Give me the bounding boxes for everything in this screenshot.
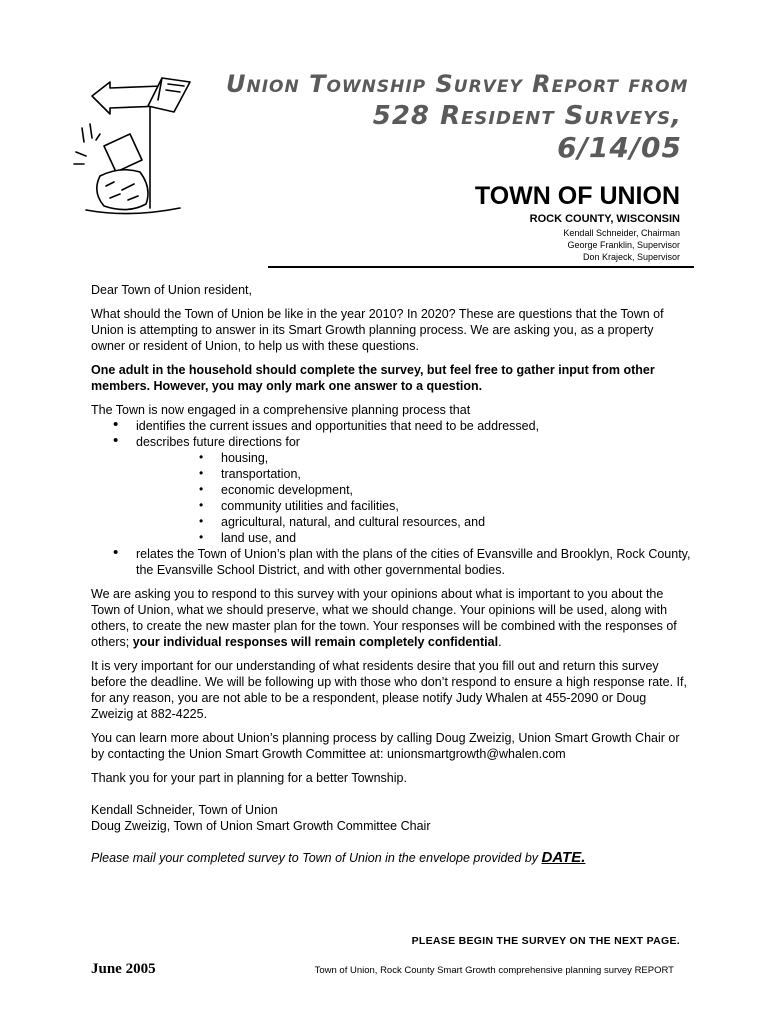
org-county: ROCK COUNTY, WISCONSIN <box>529 213 680 225</box>
footer-report-title: Town of Union, Rock County Smart Growth comprehensive planning survey REPORT <box>314 965 674 976</box>
sub-bullet-item: • land use, and <box>91 530 691 546</box>
report-title-line-2: 528 Resident Surveys, <box>372 101 682 131</box>
begin-survey-note: PLEASE BEGIN THE SURVEY ON THE NEXT PAGE. <box>411 935 680 947</box>
footer-date: June 2005 <box>91 961 156 977</box>
paragraph-deadline: It is very important for our understanding of what residents desire that you fill out and return this survey before the deadline. We will be following up with those who don’t respond to ensure a high response rate. If, for any reason, you are not able to be a respondent, please notify Judy Whalen at 455-2090 or Doug Zweizig at 882-4225. <box>91 659 687 721</box>
bullet-item: • relates the Town of Union’s plan with the plans of the cities of Evansville and Brooklyn, Rock County, the Evansville School District, and with other governmental bodies. <box>91 546 691 578</box>
org-name: TOWN OF UNION <box>474 182 680 210</box>
bullet-item: • identifies the current issues and opportunities that need to be addressed, <box>91 418 691 434</box>
opinions-end: . <box>498 635 502 649</box>
bullet-item: • describes future directions for <box>91 434 691 450</box>
official-supervisor-2: Don Krajeck, Supervisor <box>582 252 680 262</box>
official-supervisor-1: George Franklin, Supervisor <box>567 240 680 250</box>
process-intro: The Town is now engaged in a comprehensive planning process that <box>91 403 471 417</box>
signature-1: Kendall Schneider, Town of Union <box>91 803 278 817</box>
planning-process-section <box>91 402 691 578</box>
signpost-illustration <box>70 68 210 218</box>
sub-bullet-item: • community utilities and facilities, <box>91 498 691 514</box>
paragraph-contact: You can learn more about Union’s planning process by calling Doug Zweizig, Union Smart Growth Chair or by contacting the Union Smart Growth Committee at: unionsmartgrowth@whalen.com <box>91 731 680 761</box>
sub-bullet-item: • agricultural, natural, and cultural resources, and <box>91 514 691 530</box>
signature-2: Doug Zweizig, Town of Union Smart Growth Committee Chair <box>91 819 431 833</box>
paragraph-opinions <box>91 586 691 650</box>
official-chairman: Kendall Schneider, Chairman <box>563 228 680 238</box>
report-title-line-3: 6/14/05 <box>557 131 682 164</box>
paragraph-instructions: One adult in the household should complete the survey, but feel free to gather input from other members. However, you may only mark one answer to a question. <box>91 363 655 393</box>
sub-bullet-item: • economic development, <box>91 482 691 498</box>
confidential-notice: your individual responses will remain completely confidential <box>132 635 499 649</box>
header-divider <box>268 266 694 268</box>
sub-bullet-item: • housing, <box>91 450 691 466</box>
mailing-text: Please mail your completed survey to Town of Union in the envelope provided by <box>91 851 542 865</box>
sub-bullet-item: • transportation, <box>91 466 691 482</box>
paragraph-intro: What should the Town of Union be like in the year 2010? In 2020? These are questions that the Town of Union is attempting to answer in its Smart Growth planning process. We are asking you, as a property owner or resident of Union, to help us with these questions. <box>91 307 664 353</box>
mailing-deadline: DATE. <box>541 849 586 866</box>
mailing-instructions <box>91 850 691 866</box>
report-title-line-1: Union Township Survey Report from <box>226 70 689 98</box>
paragraph-thanks: Thank you for your part in planning for a better Township. <box>91 771 407 785</box>
greeting: Dear Town of Union resident, <box>91 283 252 297</box>
letter-body <box>91 282 691 874</box>
opinions-text: We are asking you to respond to this survey with your opinions about what is important to you about the Town of Union, what we should preserve, what we should change. Your opinions will be used, along with others, to create the new master plan for the town. Your responses will be combined with the responses of others; <box>91 587 677 649</box>
